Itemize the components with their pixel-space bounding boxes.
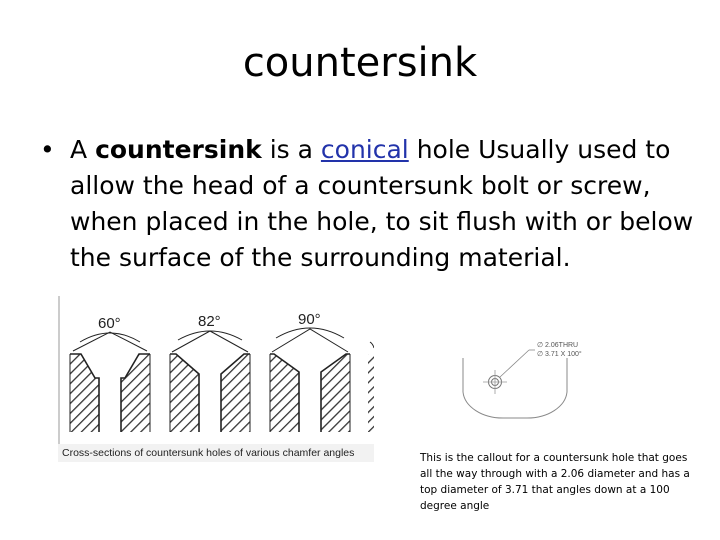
bullet-point <box>40 132 700 276</box>
angle-label-60: 60° <box>98 315 121 332</box>
cross-section-90 <box>270 311 350 432</box>
angle-label-82: 82° <box>198 313 221 330</box>
bullet-text <box>40 132 700 276</box>
cross-section-60 <box>70 315 150 432</box>
cross-section-82 <box>170 313 250 432</box>
cross-sections-diagram <box>58 296 374 444</box>
countersink-callout-drawing <box>455 330 625 425</box>
cross-section-partial <box>368 342 374 432</box>
bullet-text-mid: is a <box>261 135 321 164</box>
angle-label-90: 90° <box>298 311 321 328</box>
bullet-text-post: hole Usually used to allow the head of a countersunk bolt or screw, when placed in the hole, to sit flush with or below the surface of the surrounding material. <box>70 135 694 272</box>
figure-caption: Cross-sections of countersunk holes of various chamfer angles <box>58 444 374 462</box>
callout-dim-countersink: ∅ 3.71 X 100° <box>537 351 582 358</box>
bullet-dot: • <box>40 135 55 164</box>
conical-link[interactable]: conical <box>320 135 409 164</box>
callout-drawing <box>455 330 625 425</box>
bullet-text-pre: A <box>70 135 96 164</box>
callout-description: This is the callout for a countersunk hole that goes all the way through with a 2.06 diameter and has a top diameter of 3.71 that angles down at a 100 degree angle <box>420 452 690 512</box>
countersink-cross-sections-figure <box>58 296 374 464</box>
callout-dim-thru: ∅ 2.06THRU <box>537 342 579 349</box>
bold-term: countersink <box>95 135 262 164</box>
slide-title: countersink <box>242 40 478 86</box>
